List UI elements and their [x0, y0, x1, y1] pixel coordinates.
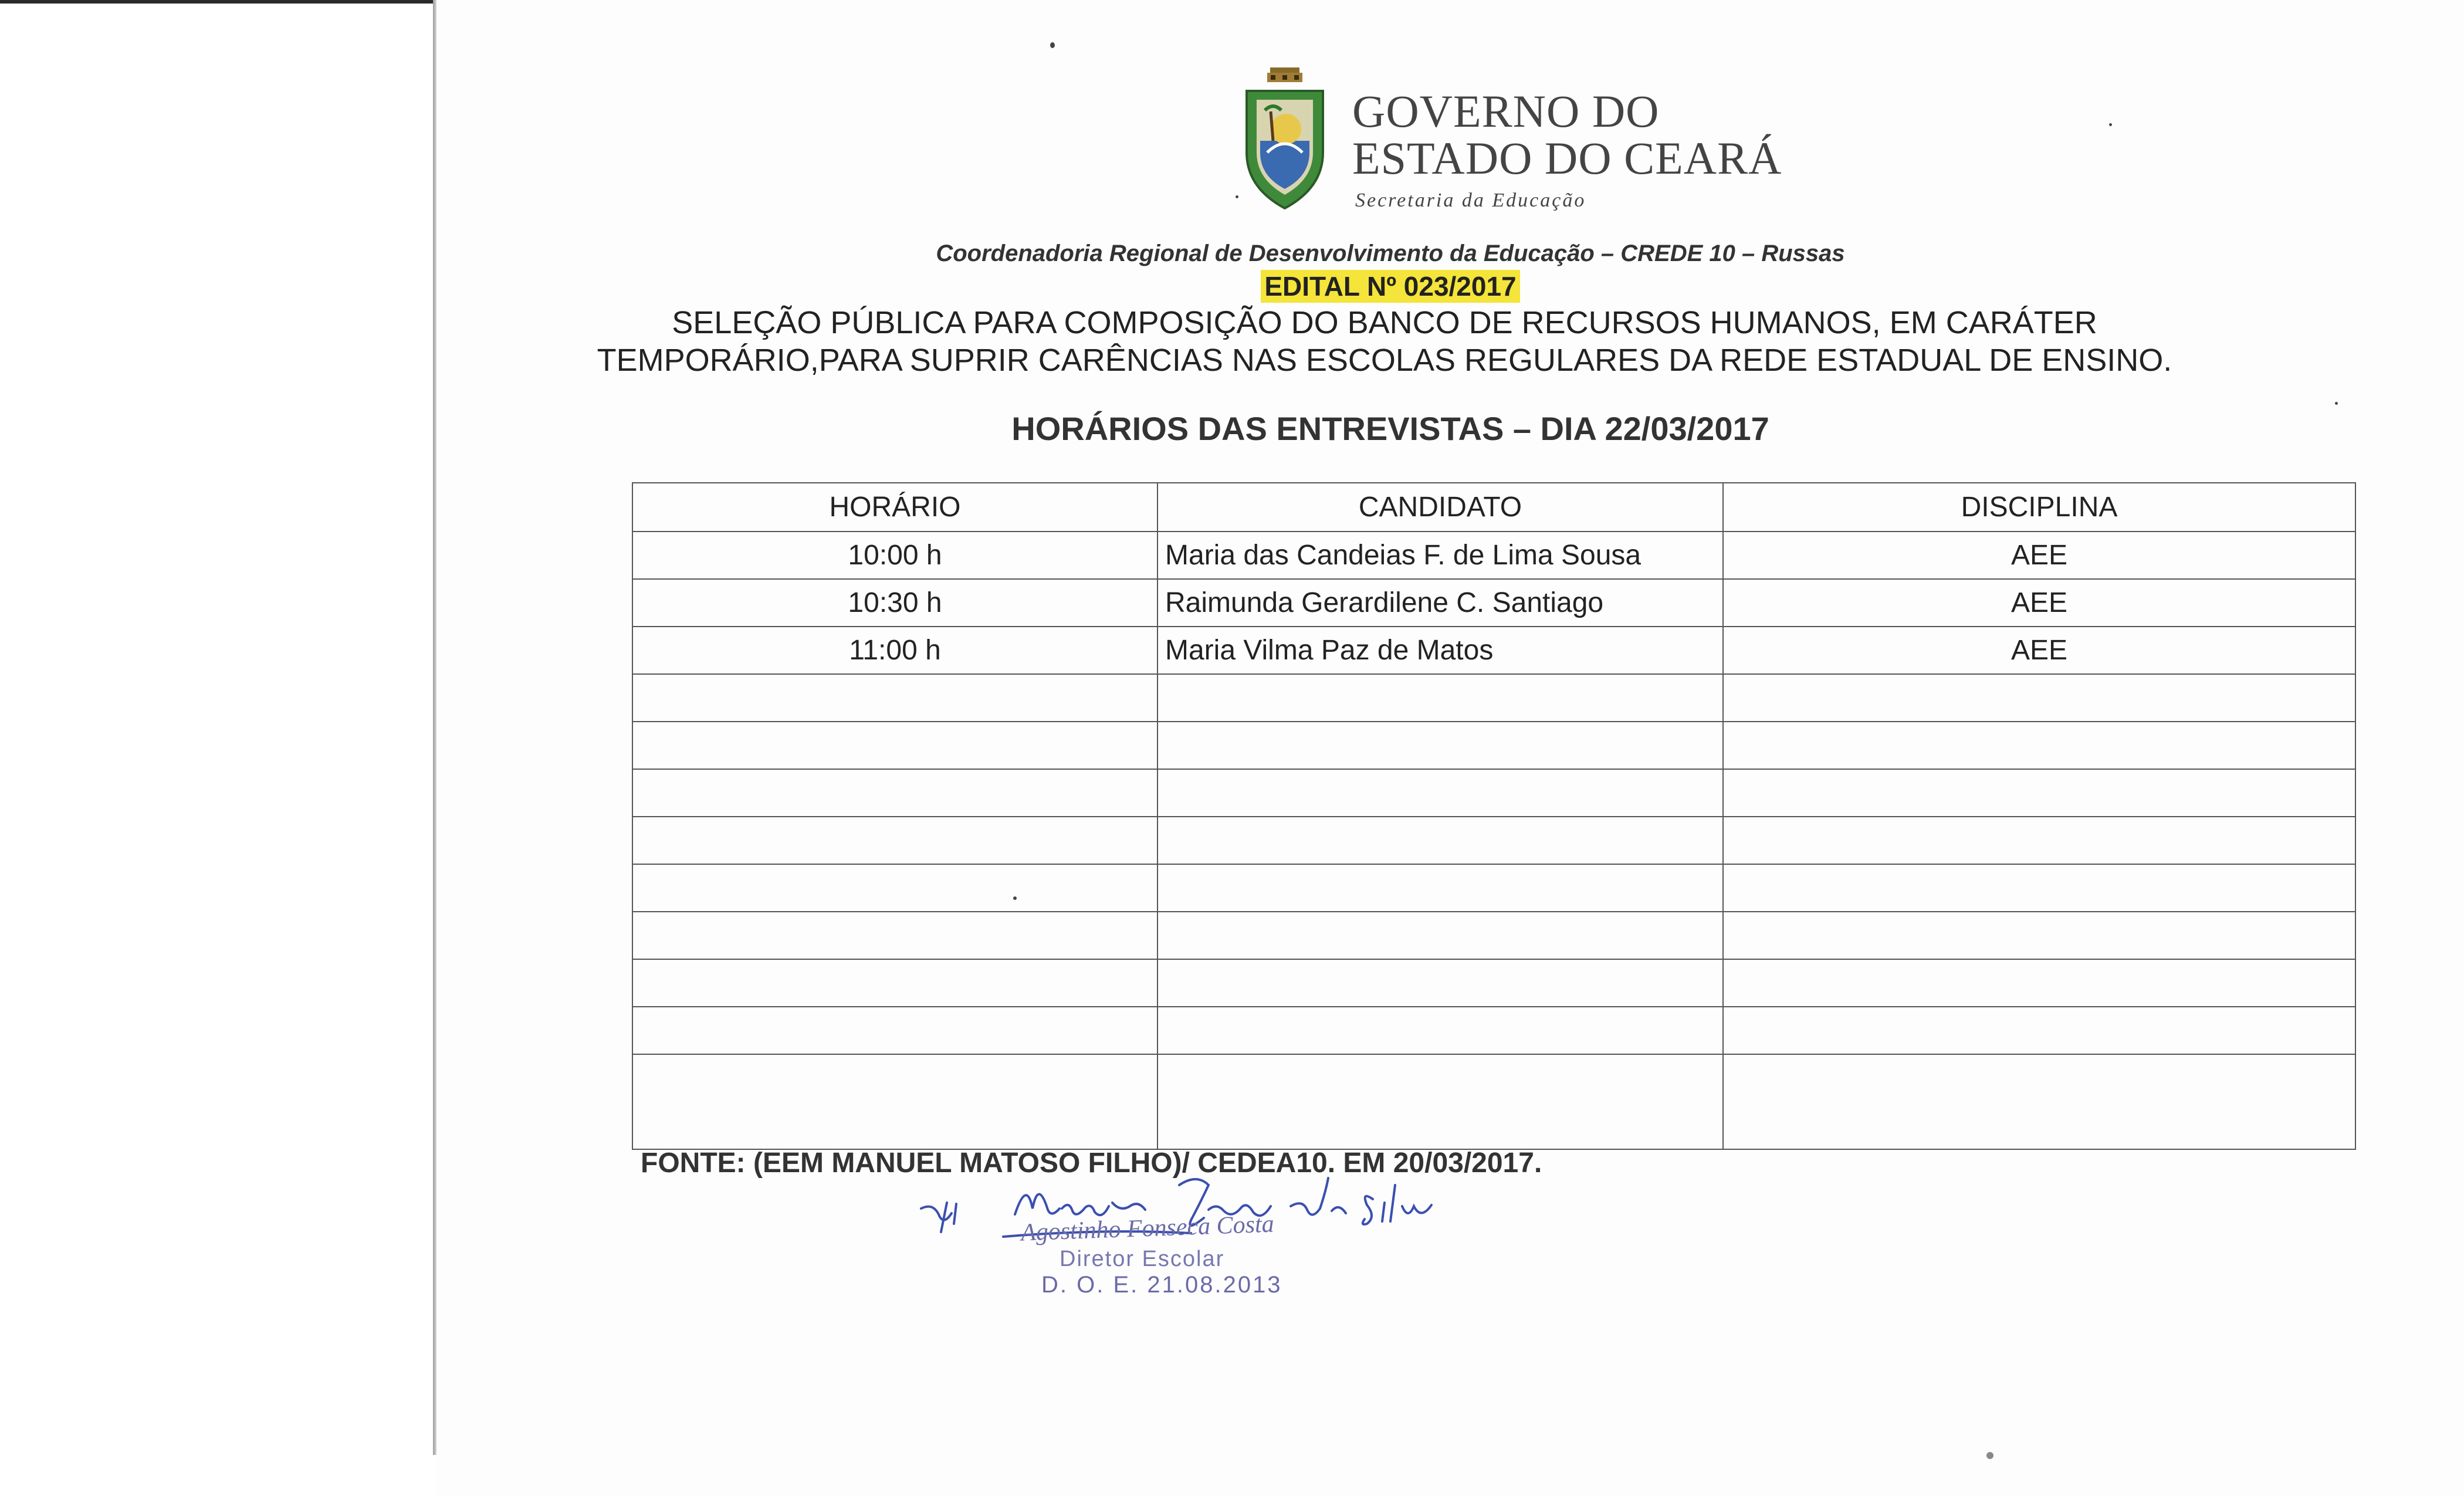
- cell-discipline: [1723, 864, 2355, 912]
- table-row: [632, 1054, 2355, 1149]
- government-title-line1: GOVERNO DO: [1352, 86, 1660, 137]
- cell-time: [632, 769, 1157, 817]
- scan-top-edge: [0, 0, 434, 4]
- cell-time: [632, 1054, 1157, 1149]
- cell-discipline: [1723, 674, 2355, 722]
- table-row: [632, 674, 2355, 722]
- cell-discipline: [1723, 912, 2355, 959]
- table-row: [632, 817, 2355, 864]
- cell-candidate: [1157, 769, 1723, 817]
- cell-candidate: Maria Vilma Paz de Matos: [1157, 627, 1723, 674]
- edital-number: EDITAL Nº 023/2017: [1261, 270, 1519, 303]
- cell-discipline: AEE: [1723, 627, 2355, 674]
- column-header-candidate: CANDIDATO: [1157, 483, 1723, 532]
- cell-time: 11:00 h: [632, 627, 1157, 674]
- cell-candidate: [1157, 864, 1723, 912]
- table-row: [632, 579, 2355, 627]
- interview-schedule-title: HORÁRIOS DAS ENTREVISTAS – DIA 22/03/2017: [1011, 410, 1769, 447]
- cell-discipline: AEE: [1723, 579, 2355, 627]
- cell-discipline: [1723, 1007, 2355, 1054]
- cell-time: [632, 817, 1157, 864]
- cell-candidate: [1157, 1007, 1723, 1054]
- source-note: FONTE: (EEM MANUEL MATOSO FILHO)/ CEDEA10. EM 20/03/2017.: [641, 1148, 1542, 1179]
- secretaria-subtitle: Secretaria da Educação: [1355, 189, 1586, 211]
- table-header-row: [632, 483, 2355, 532]
- scan-speck: [2109, 123, 2112, 126]
- cell-time: [632, 674, 1157, 722]
- government-title-line2: ESTADO DO CEARÁ: [1352, 133, 1782, 184]
- edital-wrapper: [892, 270, 1889, 303]
- cell-time: 10:30 h: [632, 579, 1157, 627]
- table-row: [632, 769, 2355, 817]
- stamp-director-role: Diretor Escolar: [1060, 1247, 1225, 1271]
- scan-speck: [1986, 1452, 1993, 1459]
- cell-discipline: [1723, 959, 2355, 1007]
- column-header-time: HORÁRIO: [632, 483, 1157, 532]
- cell-time: [632, 959, 1157, 1007]
- coordenadoria-line: Coordenadoria Regional de Desenvolvimento da Educação – CREDE 10 – Russas: [936, 241, 1845, 266]
- cell-candidate: [1157, 817, 1723, 864]
- interview-schedule-table: [632, 482, 2356, 1150]
- cell-discipline: AEE: [1723, 532, 2355, 579]
- cell-candidate: [1157, 912, 1723, 959]
- scan-margin: [0, 0, 434, 1496]
- cell-time: [632, 912, 1157, 959]
- cell-discipline: [1723, 817, 2355, 864]
- table-row: [632, 912, 2355, 959]
- cell-time: 10:00 h: [632, 532, 1157, 579]
- scan-speck: [2335, 402, 2338, 405]
- cell-candidate: [1157, 722, 1723, 769]
- cell-discipline: [1723, 769, 2355, 817]
- stamp-doe-date: D. O. E. 21.08.2013: [1041, 1272, 1282, 1298]
- table-row: [632, 722, 2355, 769]
- scan-speck: [1050, 42, 1055, 48]
- cell-candidate: Raimunda Gerardilene C. Santiago: [1157, 579, 1723, 627]
- selection-description: SELEÇÃO PÚBLICA PARA COMPOSIÇÃO DO BANCO DE RECURSOS HUMANOS, EM CARÁTER TEMPORÁRIO,PARA SUPRIR CARÊNCIAS NAS ESCOLAS REGULARES DA REDE ESTADUAL DE ENSINO.: [597, 305, 2172, 378]
- cell-discipline: [1723, 722, 2355, 769]
- table-row: [632, 864, 2355, 912]
- cell-time: [632, 722, 1157, 769]
- column-header-discipline: DISCIPLINA: [1723, 483, 2355, 532]
- cell-candidate: Maria das Candeias F. de Lima Sousa: [1157, 532, 1723, 579]
- table-row: [632, 1007, 2355, 1054]
- table-row: [632, 532, 2355, 579]
- table-row: [632, 959, 2355, 1007]
- ceara-coat-of-arms-icon: [1238, 65, 1332, 211]
- cell-candidate: [1157, 674, 1723, 722]
- cell-time: [632, 864, 1157, 912]
- cell-candidate: [1157, 1054, 1723, 1149]
- table-row: [632, 627, 2355, 674]
- cell-time: [632, 1007, 1157, 1054]
- cell-candidate: [1157, 959, 1723, 1007]
- stamp-director-name: Agostinho Fonseca Costa: [1020, 1210, 1275, 1247]
- scan-speck: [1236, 195, 1238, 198]
- cell-discipline: [1723, 1054, 2355, 1149]
- scan-speck: [1013, 896, 1017, 900]
